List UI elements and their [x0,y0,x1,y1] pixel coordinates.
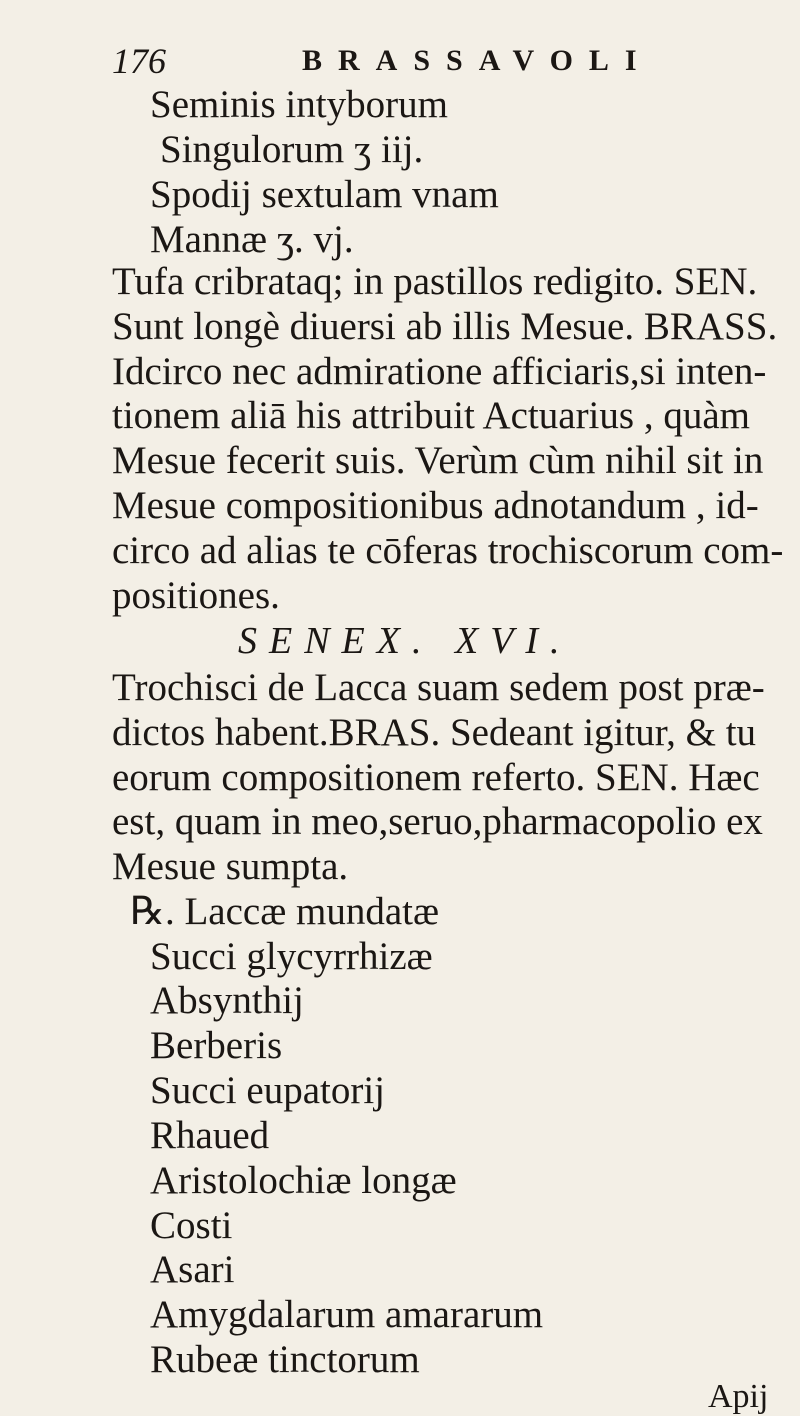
text-line: Singulorum ʒ iij. [160,128,424,171]
text-line: Sunt longè diuersi ab illis Mesue. BRASS. [112,305,778,348]
text-line: dictos habent.BRAS. Sedeant igitur, & tu [112,711,757,754]
text-line: circo ad alias te cōferas trochiscorum com- [112,529,784,572]
recipe-line: Amygdalarum amararum [150,1293,544,1336]
page-header [112,40,712,80]
text-line: est, quam in meo,seruo,pharmacopolio ex [112,800,763,843]
text-line: Mannæ ʒ. vj. [150,218,354,261]
recipe-line: ℞. Laccæ mundatæ [130,890,439,933]
text-line: tionem aliā his attribuit Actuarius , quàm [112,394,750,437]
recipe-line: Aristolochiæ longæ [150,1159,457,1202]
page-number: 176 [112,41,166,81]
recipe-line: Costi [150,1204,233,1247]
text-line: eorum compositionem referto. SEN. Hæc [112,756,760,799]
text-line: Idcirco nec admiratione afficiaris,si inten- [112,350,767,393]
recipe-line: Rhaued [150,1114,270,1157]
recipe-line: Succi glycyrrhizæ [150,935,433,978]
recipe-line: Absynthij [150,979,304,1022]
text-line: Mesue sumpta. [112,845,349,888]
text-line: Mesue compositionibus adnotandum , id- [112,484,759,527]
running-title: BRASSAVOLI [302,44,653,77]
text-line: Tufa cribrataq; in pastillos redigito. SEN. [112,260,758,303]
text-line: Trochisci de Lacca suam sedem post præ- [112,666,765,709]
text-line: positiones. [112,574,280,617]
recipe-line: Succi eupatorij [150,1069,386,1112]
section-heading: SENEX. XVI. [238,620,572,662]
text-line: Spodij sextulam vnam [150,173,499,216]
text-line: Seminis intyborum [150,83,448,126]
recipe-line: Asari [150,1248,235,1291]
recipe-line: Berberis [150,1024,283,1067]
text-line: Mesue fecerit suis. Verùm cùm nihil sit in [112,439,764,482]
recipe-line: Rubeæ tinctorum [150,1338,420,1381]
catchword: Apij [708,1378,769,1415]
